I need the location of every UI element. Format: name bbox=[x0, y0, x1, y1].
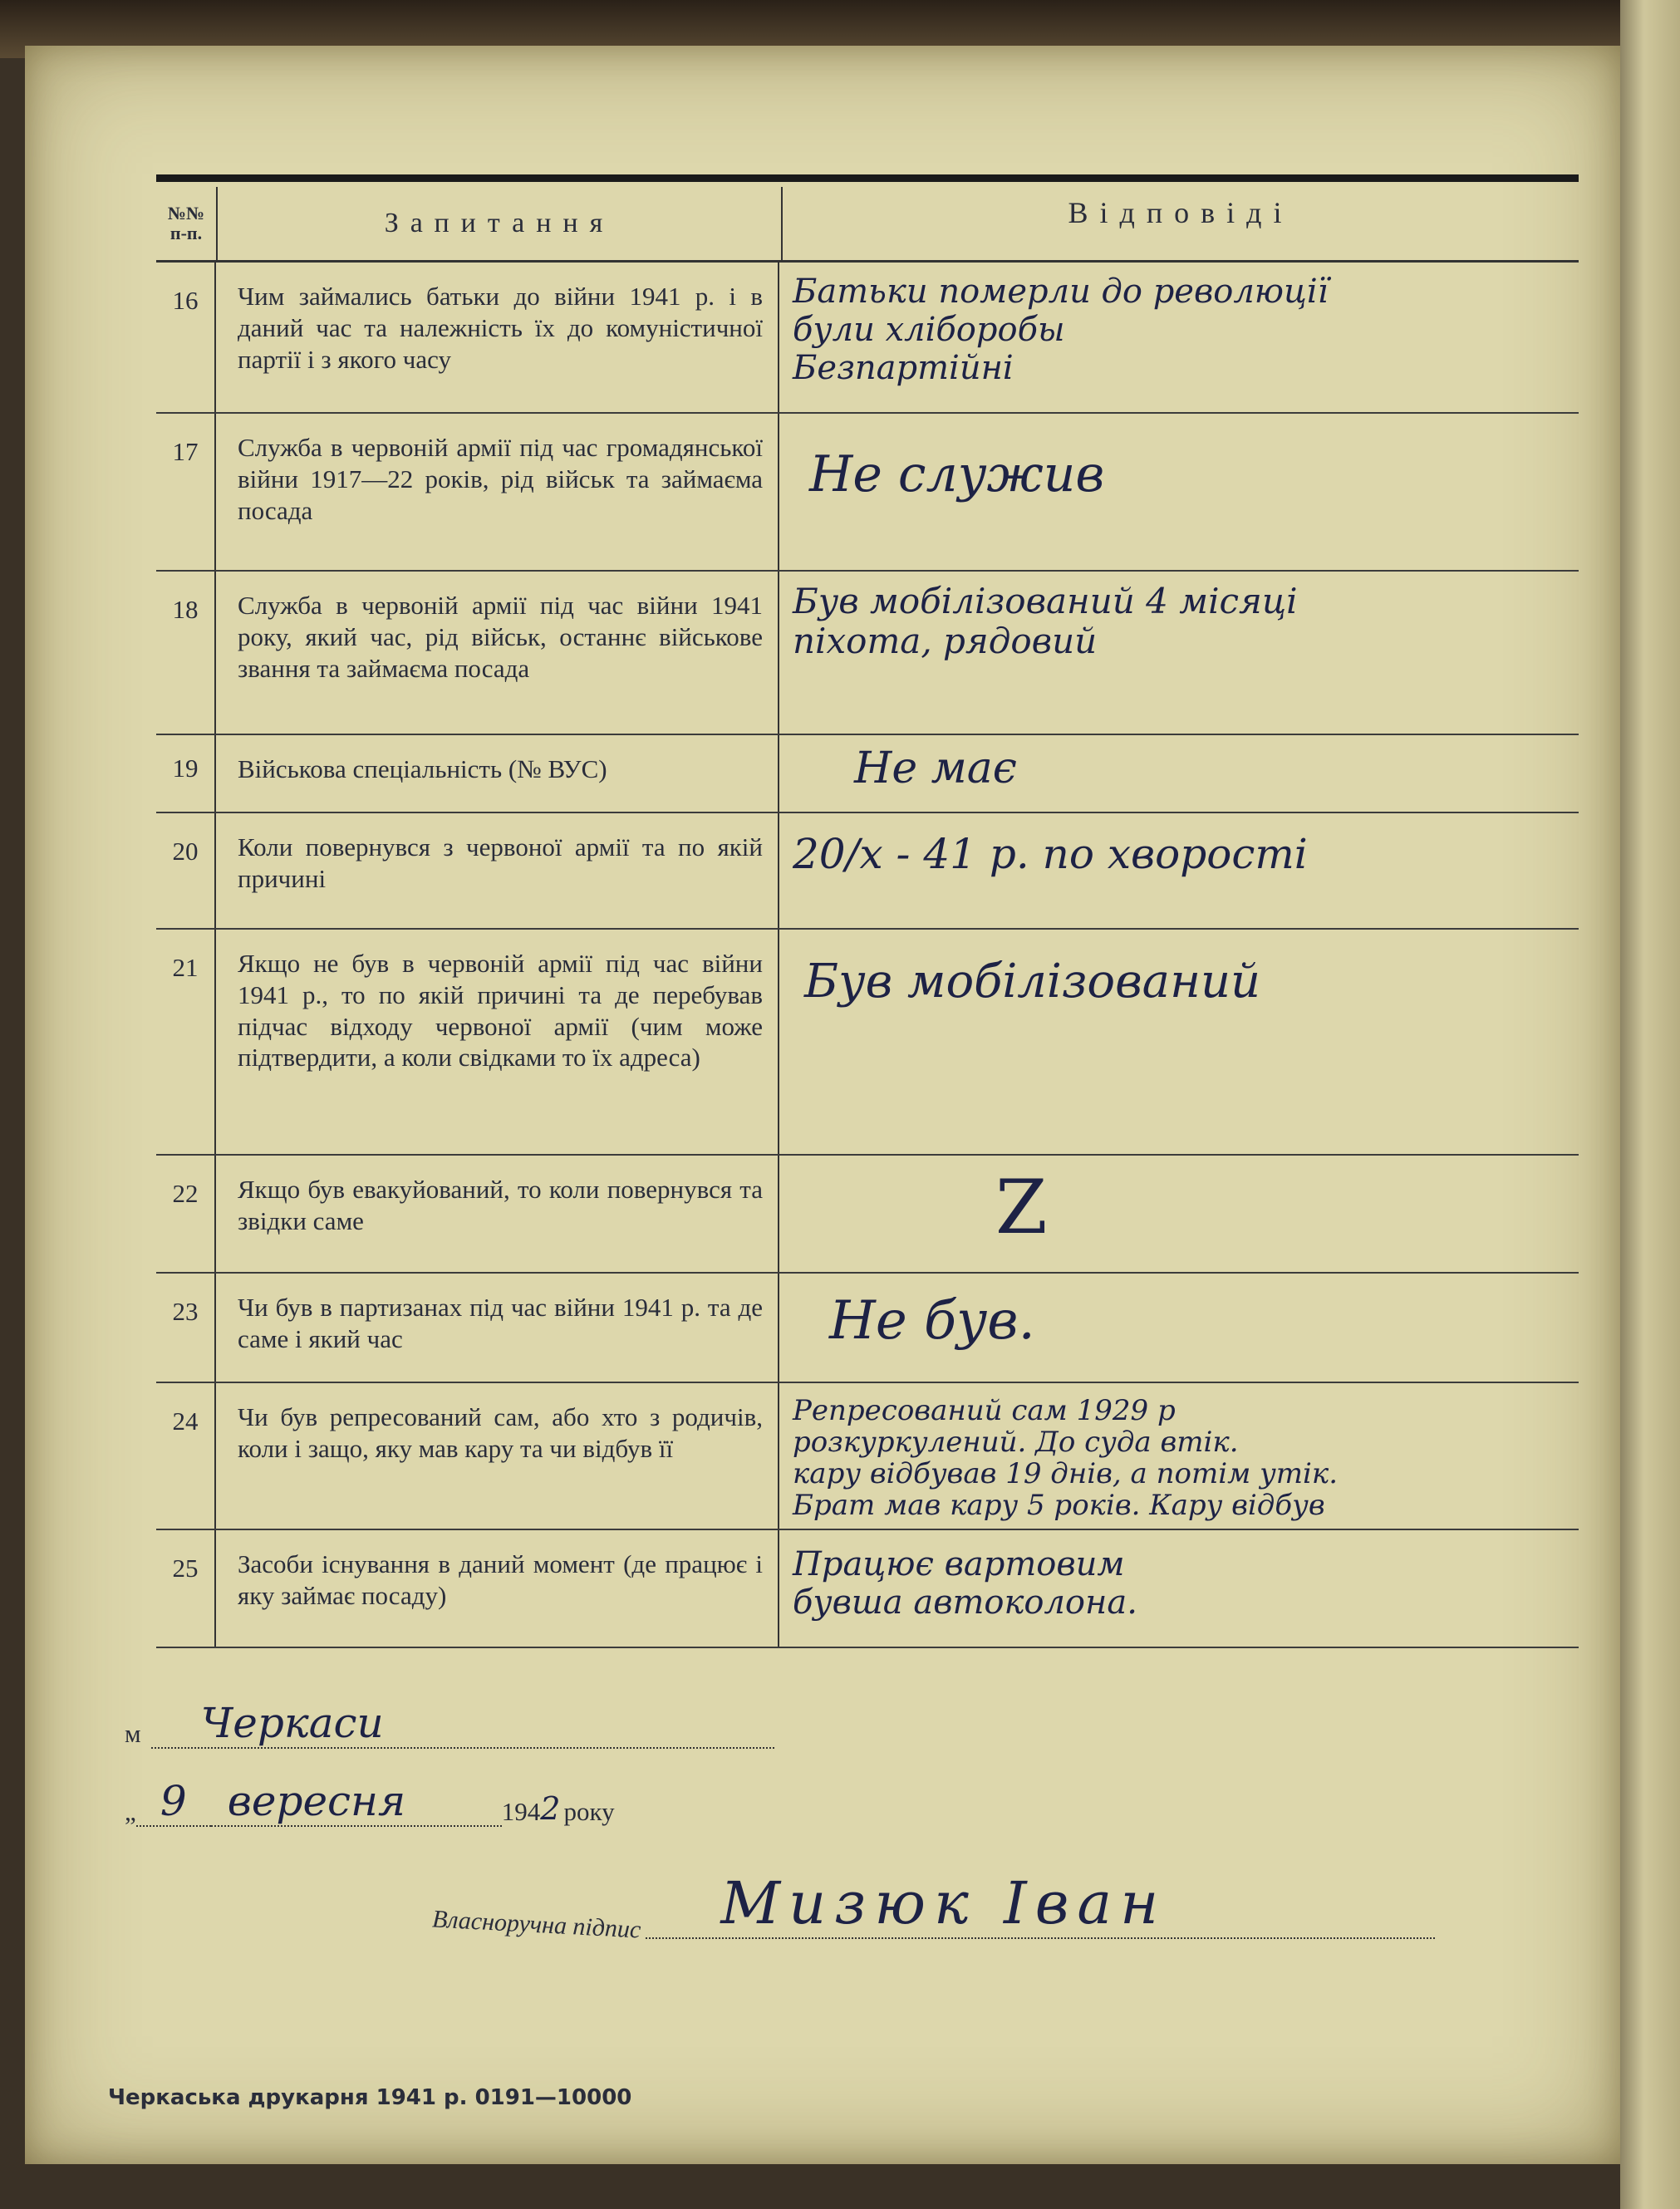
answer-line: Був мобілізований bbox=[804, 955, 1261, 1009]
city-value: Черкаси bbox=[151, 1699, 774, 1749]
signature-label: Власноручна підпис bbox=[431, 1905, 642, 1944]
signature-line bbox=[431, 1869, 1435, 1944]
row-question: Якщо був евакуйований, то коли повернувся та звідки саме bbox=[216, 1156, 779, 1272]
row-answer bbox=[779, 930, 1579, 1154]
row-answer bbox=[779, 1530, 1579, 1647]
answer-line: 20/х - 41 р. по хворості bbox=[793, 830, 1308, 878]
header-number-sublabel: п-п. bbox=[169, 223, 203, 243]
row-answer bbox=[779, 813, 1579, 928]
row-number: 18 bbox=[156, 572, 216, 734]
table-row bbox=[156, 735, 1579, 813]
answer-line: Безпартійні bbox=[793, 349, 1014, 387]
answer-line: Був мобілізований 4 місяці bbox=[793, 581, 1298, 621]
answer-line: Z bbox=[995, 1164, 1048, 1251]
row-question: Військова спеціальність (№ ВУС) bbox=[216, 735, 779, 812]
table-row bbox=[156, 1274, 1579, 1383]
printer-imprint: Черкаська друкарня 1941 р. 0191—10000 bbox=[108, 2085, 632, 2110]
table-row bbox=[156, 263, 1579, 414]
row-question: Чи був репресований сам, або хто з родичів, коли і защо, яку мав кару та чи відбув її bbox=[216, 1383, 779, 1529]
row-number: 23 bbox=[156, 1274, 216, 1382]
table-row bbox=[156, 1156, 1579, 1274]
row-question: Служба в червоній армії під час громадянської війни 1917—22 років, рід військ та займаєма посада bbox=[216, 414, 779, 570]
header-number-label: №№ bbox=[167, 202, 205, 223]
answer-line: Не служив bbox=[809, 445, 1105, 503]
row-question: Служба в червоній армії під час війни 1941 року, який час, рід військ, останнє військове звання та займаєма посада bbox=[216, 572, 779, 734]
row-number: 24 bbox=[156, 1383, 216, 1529]
table-row bbox=[156, 1383, 1579, 1530]
table-row bbox=[156, 1530, 1579, 1648]
row-number: 20 bbox=[156, 813, 216, 928]
row-answer bbox=[779, 1274, 1579, 1382]
answer-line: були хліборобы bbox=[793, 311, 1065, 349]
answer-line: Репресований сам 1929 р bbox=[793, 1394, 1176, 1427]
row-question: Чим займались батьки до війни 1941 р. і в даний час та належність їх до комуністичної партії і з якого часу bbox=[216, 263, 779, 412]
row-answer bbox=[779, 572, 1579, 734]
row-answer bbox=[779, 414, 1579, 570]
row-answer bbox=[779, 263, 1579, 412]
table-row bbox=[156, 813, 1579, 930]
row-answer bbox=[779, 1156, 1579, 1272]
row-number: 22 bbox=[156, 1156, 216, 1272]
table-header bbox=[156, 187, 1579, 263]
answer-line: Брат мав кару 5 років. Кару відбув bbox=[793, 1489, 1325, 1523]
row-number: 25 bbox=[156, 1530, 216, 1647]
date-year-printed: 194 bbox=[501, 1797, 541, 1826]
city-line bbox=[125, 1699, 1537, 1749]
answer-line: піхота, рядовий bbox=[793, 621, 1098, 662]
date-year-handwritten: 2 bbox=[540, 1790, 561, 1827]
answer-line: бувша автоколона. bbox=[793, 1583, 1137, 1622]
row-number: 16 bbox=[156, 263, 216, 412]
questionnaire-table bbox=[156, 174, 1579, 1648]
row-answer bbox=[779, 1383, 1579, 1529]
date-line bbox=[125, 1777, 1537, 1827]
row-number: 17 bbox=[156, 414, 216, 570]
answer-line: Не має bbox=[854, 744, 1017, 793]
form-footer bbox=[125, 1699, 1537, 1855]
answer-line: кару відбував 19 днів, а потім утік. bbox=[793, 1457, 1339, 1491]
header-answers: Відповіді bbox=[1068, 196, 1294, 229]
date-day: 9 bbox=[136, 1777, 211, 1827]
table-row bbox=[156, 414, 1579, 572]
row-number: 19 bbox=[156, 735, 216, 812]
row-question: Засоби існування в даний момент (де працює і яку займає посаду) bbox=[216, 1530, 779, 1647]
answer-line: розкуркулений. До суда втік. bbox=[793, 1426, 1239, 1460]
date-month: вересня bbox=[211, 1777, 502, 1827]
answer-line: Батьки померли до революції bbox=[793, 272, 1329, 311]
next-page-edge bbox=[1620, 0, 1680, 2209]
city-prefix: м bbox=[125, 1719, 141, 1748]
signature-value: Мизюк Іван bbox=[646, 1869, 1435, 1939]
table-top-rule bbox=[156, 174, 1579, 182]
answer-line: Працює вартовим bbox=[793, 1545, 1125, 1583]
date-year-suffix: року bbox=[563, 1797, 615, 1826]
date-quote: „ bbox=[125, 1797, 136, 1826]
answer-line: Не був. bbox=[829, 1290, 1035, 1352]
row-number: 21 bbox=[156, 930, 216, 1154]
row-question: Чи був в партизанах під час війни 1941 р. та де саме і який час bbox=[216, 1274, 779, 1382]
header-number bbox=[156, 187, 218, 260]
row-question: Коли повернувся з червоної армії та по якій причині bbox=[216, 813, 779, 928]
header-questions: Запитання bbox=[218, 187, 783, 260]
table-row bbox=[156, 930, 1579, 1156]
row-question: Якщо не був в червоній армії під час війни 1941 р., то по якій причині та де перебував підчас відходу червоної армії (чим може підтвердити, а коли свідками то їх адреса) bbox=[216, 930, 779, 1154]
table-row bbox=[156, 572, 1579, 735]
row-answer bbox=[779, 735, 1579, 812]
